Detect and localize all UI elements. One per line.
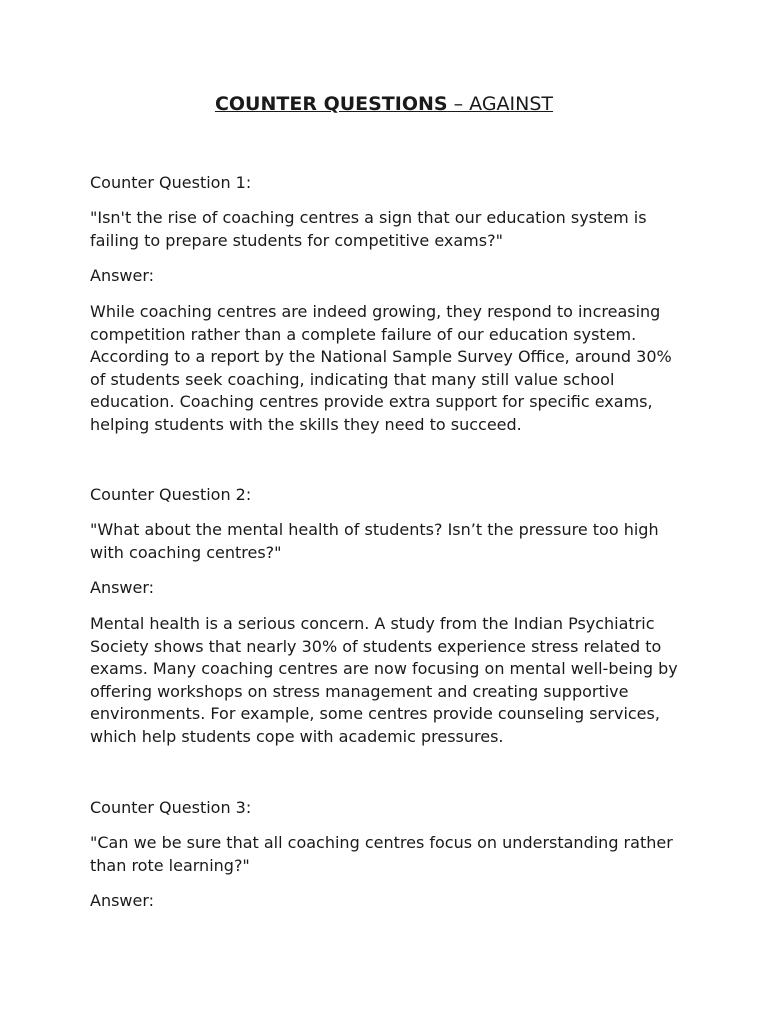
counter-question-1-label: Counter Question 1: [90,173,252,192]
counter-question-3-label: Counter Question 3: [90,798,252,817]
counter-question-2-label: Counter Question 2: [90,485,252,504]
page-title [90,91,678,117]
counter-question-1-text: "Isn't the rise of coaching centres a sign that our education system is failing to prepare students for competitive exams?" [90,208,647,250]
counter-question-3-text: "Can we be sure that all coaching centres focus on understanding rather than rote learning?" [90,833,673,875]
counter-question-2-text: "What about the mental health of students? Isn’t the pressure too high with coaching centres?" [90,520,659,562]
answer-2-label: Answer: [90,578,155,597]
answer-1-text: While coaching centres are indeed growing, they respond to increasing competition rather than a complete failure of our education system. According to a report by the National Sample Survey Office, around 30% of students seek coaching, indicating that many still value school education. Coaching centres provide extra support for specific exams, helping students with the skills they need to succeed. [90,302,672,434]
title-main: COUNTER QUESTIONS [214,93,448,115]
answer-3-label: Answer: [90,891,155,910]
answer-2-text: Mental health is a serious concern. A study from the Indian Psychiatric Society shows that nearly 30% of students experience stress related to exams. Many coaching centres are now focusing on mental well-being by offering workshops on stress management and creating supportive environments. For example, some centres provide counseling services, which help students cope with academic pressures. [90,614,678,746]
answer-1-label: Answer: [90,266,155,285]
title-suffix: – AGAINST [447,93,554,115]
